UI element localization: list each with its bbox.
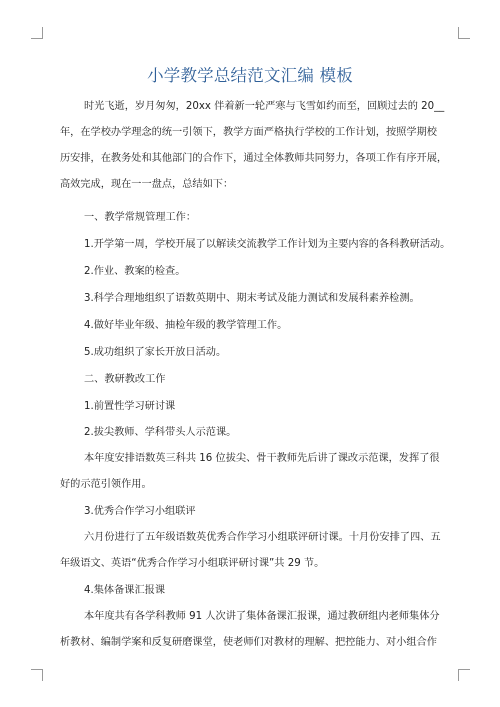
section-heading: 二、教研教改工作 [84, 374, 166, 385]
crop-mark-bottom-right [458, 669, 470, 681]
body-line: 析教材、编制学案和反复研磨课堂，使老师们对教材的理解、把控能力、对小组合作 [60, 637, 437, 648]
list-item: 5.成功组织了家长开放日活动。 [84, 347, 227, 358]
body-line: 六月份进行了五年级语数英优秀合作学习小组联评研讨课。十月份安排了四、五 [84, 532, 441, 543]
body-line: 时光飞逝，岁月匆匆，20xx 伴着新一轮严寒与飞雪如约而至，回顾过去的 20__ [84, 101, 445, 112]
list-item: 2.拔尖教师、学科带头人示范课。 [84, 427, 237, 438]
document-title: 小学教学总结范文汇编 模板 [147, 66, 353, 85]
body-line: 本年度安排语数英三科共 16 位拔尖、骨干教师先后讲了课改示范课，发挥了很 [84, 453, 440, 464]
body-line: 年级语文、英语“优秀合作学习小组联评研讨课”共 29 节。 [60, 558, 325, 569]
list-item: 4.做好毕业年级、抽检年级的教学管理工作。 [84, 320, 288, 331]
crop-mark-top-right [458, 27, 470, 39]
list-item: 2.作业、教案的检查。 [84, 266, 186, 277]
list-item: 3.科学合理地组织了语数英期中、期末考试及能力测试和发展科素养检测。 [84, 293, 420, 304]
section-heading: 一、教学常规管理工作： [84, 212, 197, 223]
crop-mark-top-left [31, 27, 43, 39]
list-item: 3.优秀合作学习小组联评 [84, 506, 196, 517]
body-line: 年，在学校办学理念的统一引领下，教学方面严格执行学校的工作计划，按照学期校 [60, 127, 437, 138]
body-line: 高效完成，现在一一盘点，总结如下： [60, 179, 234, 190]
crop-mark-bottom-left [31, 669, 43, 681]
body-line: 历安排，在教务处和其他部门的合作下，通过全体教师共同努力，各项工作有序开展， [60, 153, 448, 164]
list-item: 4.集体备课汇报课 [84, 585, 166, 596]
list-item: 1.开学第一周，学校开展了以解读交流教学工作计划为主要内容的各科教研活动。 [84, 239, 451, 250]
list-item: 1.前置性学习研讨课 [84, 401, 176, 412]
body-line: 本年度共有各学科教师 91 人次讲了集体备课汇报课，通过教研组内老师集体分 [84, 611, 440, 622]
body-line: 好的示范引领作用。 [60, 479, 152, 490]
